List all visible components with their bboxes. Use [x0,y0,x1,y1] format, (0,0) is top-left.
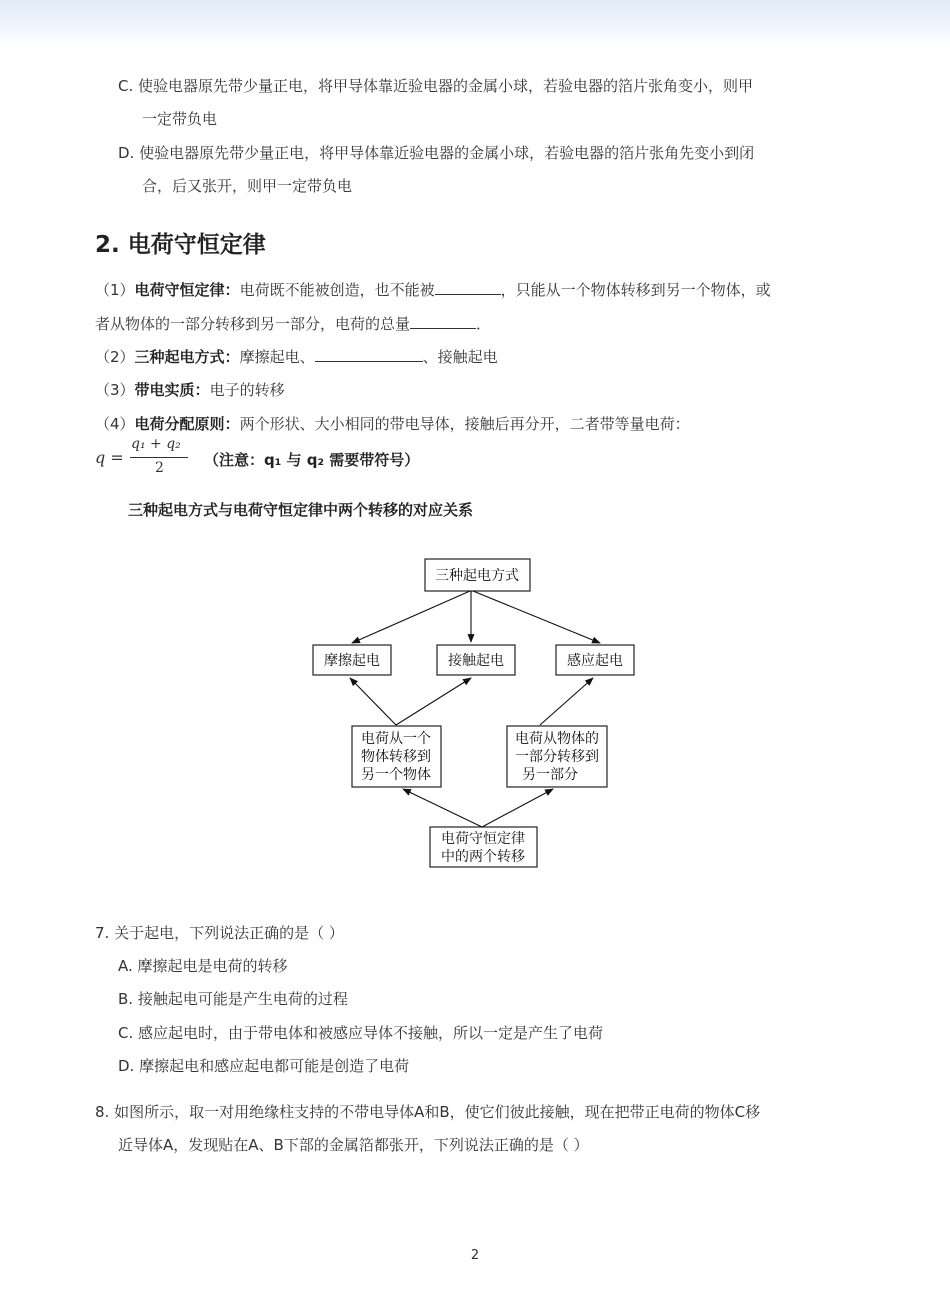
option-d-line2: 合，后又张开，则甲一定带负电 [142,177,353,195]
node-contact-label: 接触起电 [448,653,504,669]
node-conservation-label: 电荷守恒定律 [441,831,525,847]
node-conservation-label: 中的两个转移 [441,849,525,865]
option-c-line2: 一定带负电 [142,110,218,128]
option-d-line1: D. 使验电器原先带少量正电，将甲导体靠近验电器的金属小球，若验电器的箔片张角先变小到闭 [118,144,755,162]
arrow [482,789,553,827]
term-label: 三种起电方式： [134,348,240,366]
paragraph-4 [95,414,690,434]
q7-option-d[interactable]: D. 摩擦起电和感应起电都可能是创造了电荷 [118,1057,410,1075]
text: 电子的转移 [209,381,285,399]
page-number: 2 [470,1248,480,1263]
text: 、接触起电 [422,348,498,366]
formula-note: （注意：q₁ 与 q₂ 需要带符号） [204,451,420,469]
q8-stem-line2: 近导体A，发现贴在A、B下部的金属箔都张开，下列说法正确的是（ ） [118,1136,589,1154]
arrow [350,678,396,725]
fill-blank [435,280,501,295]
diagram-caption: 三种起电方式与电荷守恒定律中两个转移的对应关系 [128,501,474,519]
text: 摩擦起电、 [239,348,315,366]
term-label: 带电实质： [134,381,210,399]
arrow [540,678,593,725]
text: ． [476,315,492,333]
node-between-label: 电荷从一个 [361,731,431,747]
fill-blank [410,314,476,329]
node-within-label: 一部分转移到 [515,749,599,765]
item-number: （3） [95,381,135,399]
formula-denominator: 2 [155,460,164,476]
paragraph-2 [95,347,498,367]
node-friction-label: 摩擦起电 [324,653,380,669]
node-between-label: 物体转移到 [361,749,431,765]
q7-option-a[interactable]: A. 摩擦起电是电荷的转移 [118,957,288,975]
q7-stem: 7. 关于起电，下列说法正确的是（ ） [95,924,344,942]
text: ，只能从一个物体转移到另一个物体，或 [500,281,771,299]
paragraph-3 [95,380,285,400]
node-between-label: 另一个物体 [361,767,431,783]
node-within-label: 电荷从物体的 [515,731,599,747]
arrow [473,591,600,643]
charge-formula [95,436,205,480]
node-within-label: 另一部分 [522,767,578,783]
q8-stem-line1: 8. 如图所示，取一对用绝缘柱支持的不带电导体A和B，使它们彼此接触，现在把带正电荷的物体C移 [95,1103,761,1121]
text: 两个形状、大小相同的带电导体，接触后再分开，二者带等量电荷： [239,415,690,433]
paragraph-1-line1 [95,280,771,300]
text: 者从物体的一部分转移到另一部分，电荷的总量 [95,315,411,333]
arrow [396,678,471,725]
section-title: 2. 电荷守恒定律 [95,232,266,258]
node-top-label: 三种起电方式 [435,568,519,584]
text: 电荷既不能被创造，也不能被 [239,281,435,299]
charge-transfer-diagram [0,545,950,885]
formula-numerator: q₁ + q₂ [131,436,181,452]
formula-lhs: q = [95,448,124,467]
option-c-line1: C. 使验电器原先带少量正电，将甲导体靠近验电器的金属小球，若验电器的箔片张角变小，则甲 [118,77,754,95]
arrow [352,591,470,643]
term-label: 电荷分配原则： [134,415,240,433]
term-label: 电荷守恒定律： [134,281,240,299]
q7-option-b[interactable]: B. 接触起电可能是产生电荷的过程 [118,990,348,1008]
item-number: （4） [95,415,135,433]
header-band [0,0,950,46]
item-number: （1） [95,281,135,299]
fraction-bar [130,457,188,458]
paragraph-1-line2 [95,314,491,334]
fill-blank [315,347,423,362]
item-number: （2） [95,348,135,366]
arrow [403,789,482,827]
node-induction-label: 感应起电 [567,653,623,669]
q7-option-c[interactable]: C. 感应起电时，由于带电体和被感应导体不接触，所以一定是产生了电荷 [118,1024,604,1042]
